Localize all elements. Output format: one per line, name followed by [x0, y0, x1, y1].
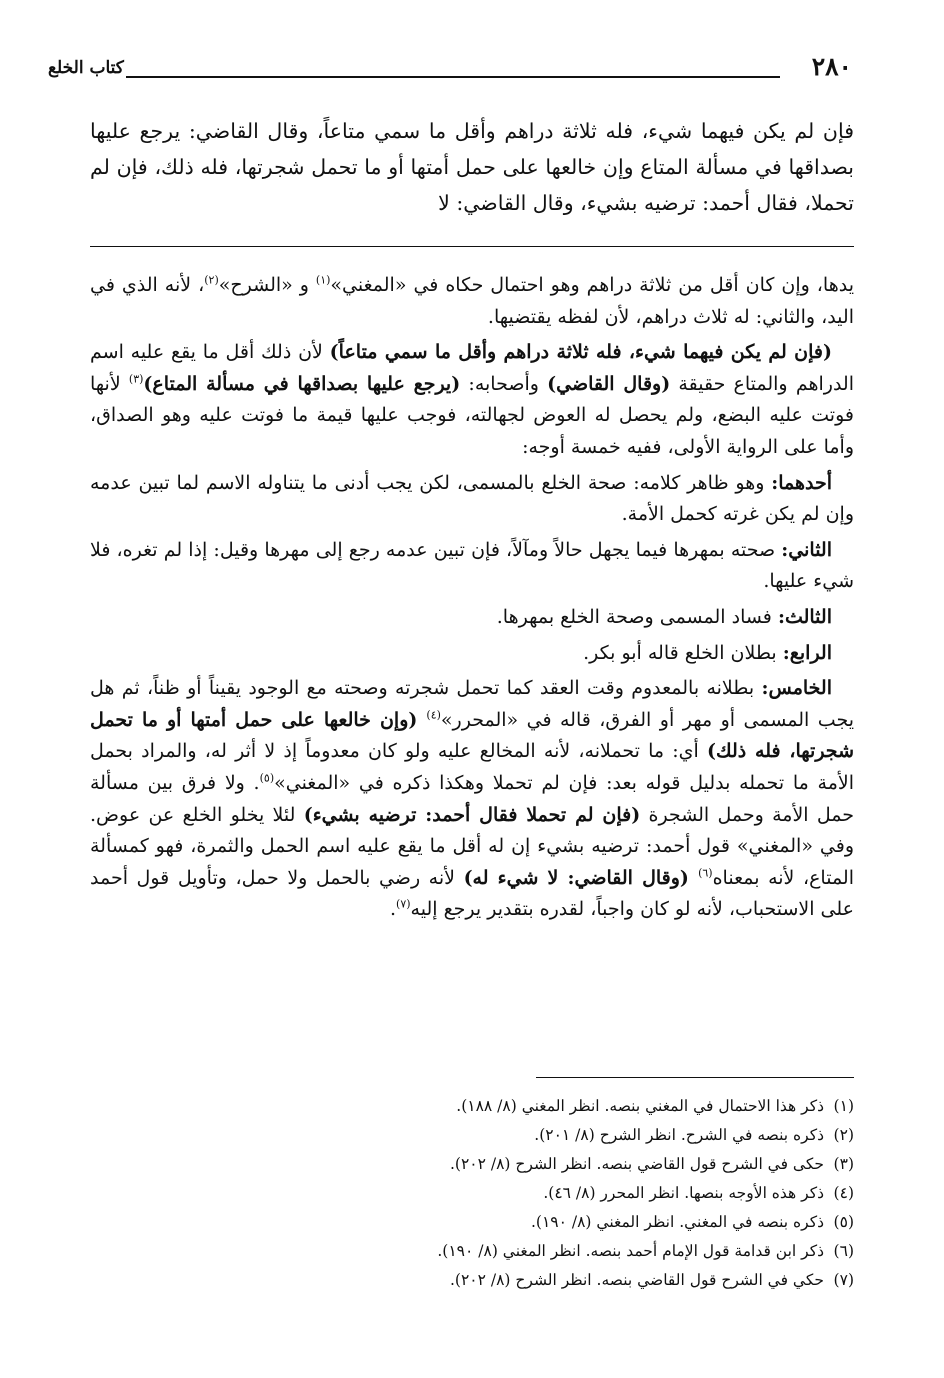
sharh-paragraph: يدها، وإن كان أقل من ثلاثة دراهم وهو احتمال حكاه في «المغني»$^{(١)}$ و «الشرح»$^{(٢)}$، لأنه الذي في اليد، والثاني: له ثلاث دراهم، لأن لفظه يقتضيها. — [90, 273, 854, 328]
quoted-matn: (وإن خالعها على حمل أمتها أو ما تحمل شجرتها، فله ذلك) — [90, 708, 854, 763]
page-number: ٢٨٠ — [811, 52, 852, 81]
book-title: كتاب الخلع — [48, 58, 124, 78]
keyword: الخامس: — [761, 677, 832, 700]
sharh-paragraph: الرابع: بطلان الخلع قاله أبو بكر. — [583, 641, 832, 664]
footnote-ref: (٢) — [204, 273, 219, 287]
footnote-number: (١) — [833, 1097, 854, 1115]
quoted-matn: (فإن لم تحملا فقال أحمد: ترضيه بشيء) — [303, 803, 641, 826]
sharh-paragraph: الخامس: بطلانه بالمعدوم وقت العقد كما تحمل شجرته وصحته مع الوجود يقيناً أو ظناً، ثم هل يجب المسمى أو مهر أو الفرق، قاله في «المحرر»$^{(٤)}$ (وإن خالعها على حمل أمتها أو ما تحمل شجرتها، فله ذلك) أي: ما تحملانه، لأنه المخالع عليه ولو كان معدوماً إذ لا أثر له، والمراد بحمل الأمة ما تحمله بدليل قوله بعد: فإن لم تحملا وهكذا ذكره في «المغني»$^{(٥)}$. ولا فرق بين مسألة حمل الأمة وحمل الشجرة (فإن لم تحملا فقال أحمد: ترضيه بشيء) لئلا يخلو الخلع عن عوض. وفي «المغني» قول أحمد: ترضيه بشيء إن له أقل ما يقع عليه اسم الحمل والثمرة، فهو كمسألة المتاع، لأنه بمعناه$^{(٦)}$ (وقال القاضي: لا شيء له) لأنه رضي بالحمل ولا حمل، وتأويل قول أحمد على الاستحباب، لأنه لو كان واجباً، لقدره بتقدير يرجع إليه$^{(٧)}$. — [90, 677, 855, 921]
footnote-text: ذكر هذه الأوجه بنصها. انظر المحرر (٨/ ٤٦). — [543, 1184, 824, 1202]
footnote-number: (٦) — [833, 1242, 854, 1260]
footnote-item — [90, 1092, 854, 1121]
keyword: أحدهما: — [771, 471, 832, 494]
footnotes-list — [90, 1092, 854, 1295]
footnote-number: (٧) — [833, 1271, 854, 1289]
quoted-matn: (فإن لم يكن فيهما شيء، فله ثلاثة دراهم وأقل ما سمي متاعاً) — [329, 341, 832, 364]
quoted-matn: (وقال القاضي: لا شيء له) — [463, 866, 699, 889]
footnote-text: حكى في الشرح قول القاضي بنصه. انظر الشرح (٨/ ٢٠٢). — [449, 1155, 824, 1173]
footnote-divider — [536, 1077, 854, 1078]
matn-text: فإن لم يكن فيهما شيء، فله ثلاثة دراهم وأقل ما سمي متاعاً، وقال القاضي: يرجع عليها بصداقها في مسألة المتاع وإن خالعها على حمل أمتها أو ما تحمل شجرتها، فله ذلك، فإن لم تحملا، فقال أحمد: ترضيه بشيء، وقال القاضي: لا — [90, 119, 854, 215]
quoted-matn: (وقال القاضي) — [547, 372, 671, 395]
footnote-text: ذكر هذا الاحتمال في المغني بنصه. انظر المغني (٨/ ١٨٨). — [456, 1097, 824, 1115]
keyword: الرابع: — [782, 641, 832, 664]
footnote-text: ذكر ابن قدامة قول الإمام أحمد بنصه. انظر المغني (٨/ ١٩٠). — [437, 1242, 824, 1260]
footnote-item — [90, 1208, 854, 1237]
footnote-item — [90, 1266, 854, 1295]
footnote-text: ذكره بنصه في الشرح. انظر الشرح (٨/ ٢٠١). — [534, 1126, 824, 1144]
footnote-number: (٣) — [833, 1155, 854, 1173]
footnote-ref: (٤) — [426, 708, 441, 722]
header-rule — [126, 76, 780, 78]
footnote-item — [90, 1237, 854, 1266]
footnote-item — [90, 1121, 854, 1150]
quoted-matn: (يرجع عليها بصداقها في مسألة المتاع) — [143, 372, 461, 395]
footnote-number: (٢) — [833, 1126, 854, 1144]
footnote-text: حكي في الشرح قول القاضي بنصه. انظر الشرح (٨/ ٢٠٢). — [449, 1271, 824, 1289]
footnote-number: (٤) — [833, 1184, 854, 1202]
keyword: الثاني: — [781, 538, 832, 561]
matn-divider — [90, 246, 854, 247]
sharh-commentary — [90, 270, 854, 930]
keyword: الثالث: — [777, 605, 832, 628]
sharh-paragraph: أحدهما: وهو ظاهر كلامه: صحة الخلع بالمسمى، لكن يجب أدنى ما يتناوله الاسم لما تبين عدمه وإن لم يكن غرته كحمل الأمة. — [90, 471, 854, 526]
footnote-number: (٥) — [833, 1213, 854, 1231]
sharh-paragraph: الثالث: فساد المسمى وصحة الخلع بمهرها. — [496, 605, 832, 628]
footnote-item — [90, 1150, 854, 1179]
footnote-ref: (٥) — [259, 771, 275, 785]
footnote-text: ذكره بنصه في المغني. انظر المغني (٨/ ١٩٠). — [530, 1213, 824, 1231]
footnote-ref: (١) — [315, 273, 331, 287]
footnote-ref: (٣) — [128, 372, 144, 386]
sharh-paragraph: (فإن لم يكن فيهما شيء، فله ثلاثة دراهم وأقل ما سمي متاعاً) لأن ذلك أقل ما يقع عليه اسم الدراهم والمتاع حقيقة (وقال القاضي) وأصحابه: (يرجع عليها بصداقها في مسألة المتاع)$^{(٣)}$ لأنها فوتت عليه البضع، ولم يحصل له العوض لجهالته، فوجب عليها قيمة ما فوتت عليه وهو الصداق، وأما على الرواية الأولى، ففيه خمسة أوجه: — [90, 341, 854, 458]
footnote-ref: (٧) — [396, 897, 411, 911]
page-header — [48, 52, 852, 90]
footnote-ref: (٦) — [698, 866, 713, 880]
sharh-paragraph: الثاني: صحته بمهرها فيما يجهل حالاً ومآلاً، فإن تبين عدمه رجع إلى مهرها وقيل: إذا لم تغره، فلا شيء عليها. — [90, 538, 854, 593]
footnote-item — [90, 1179, 854, 1208]
